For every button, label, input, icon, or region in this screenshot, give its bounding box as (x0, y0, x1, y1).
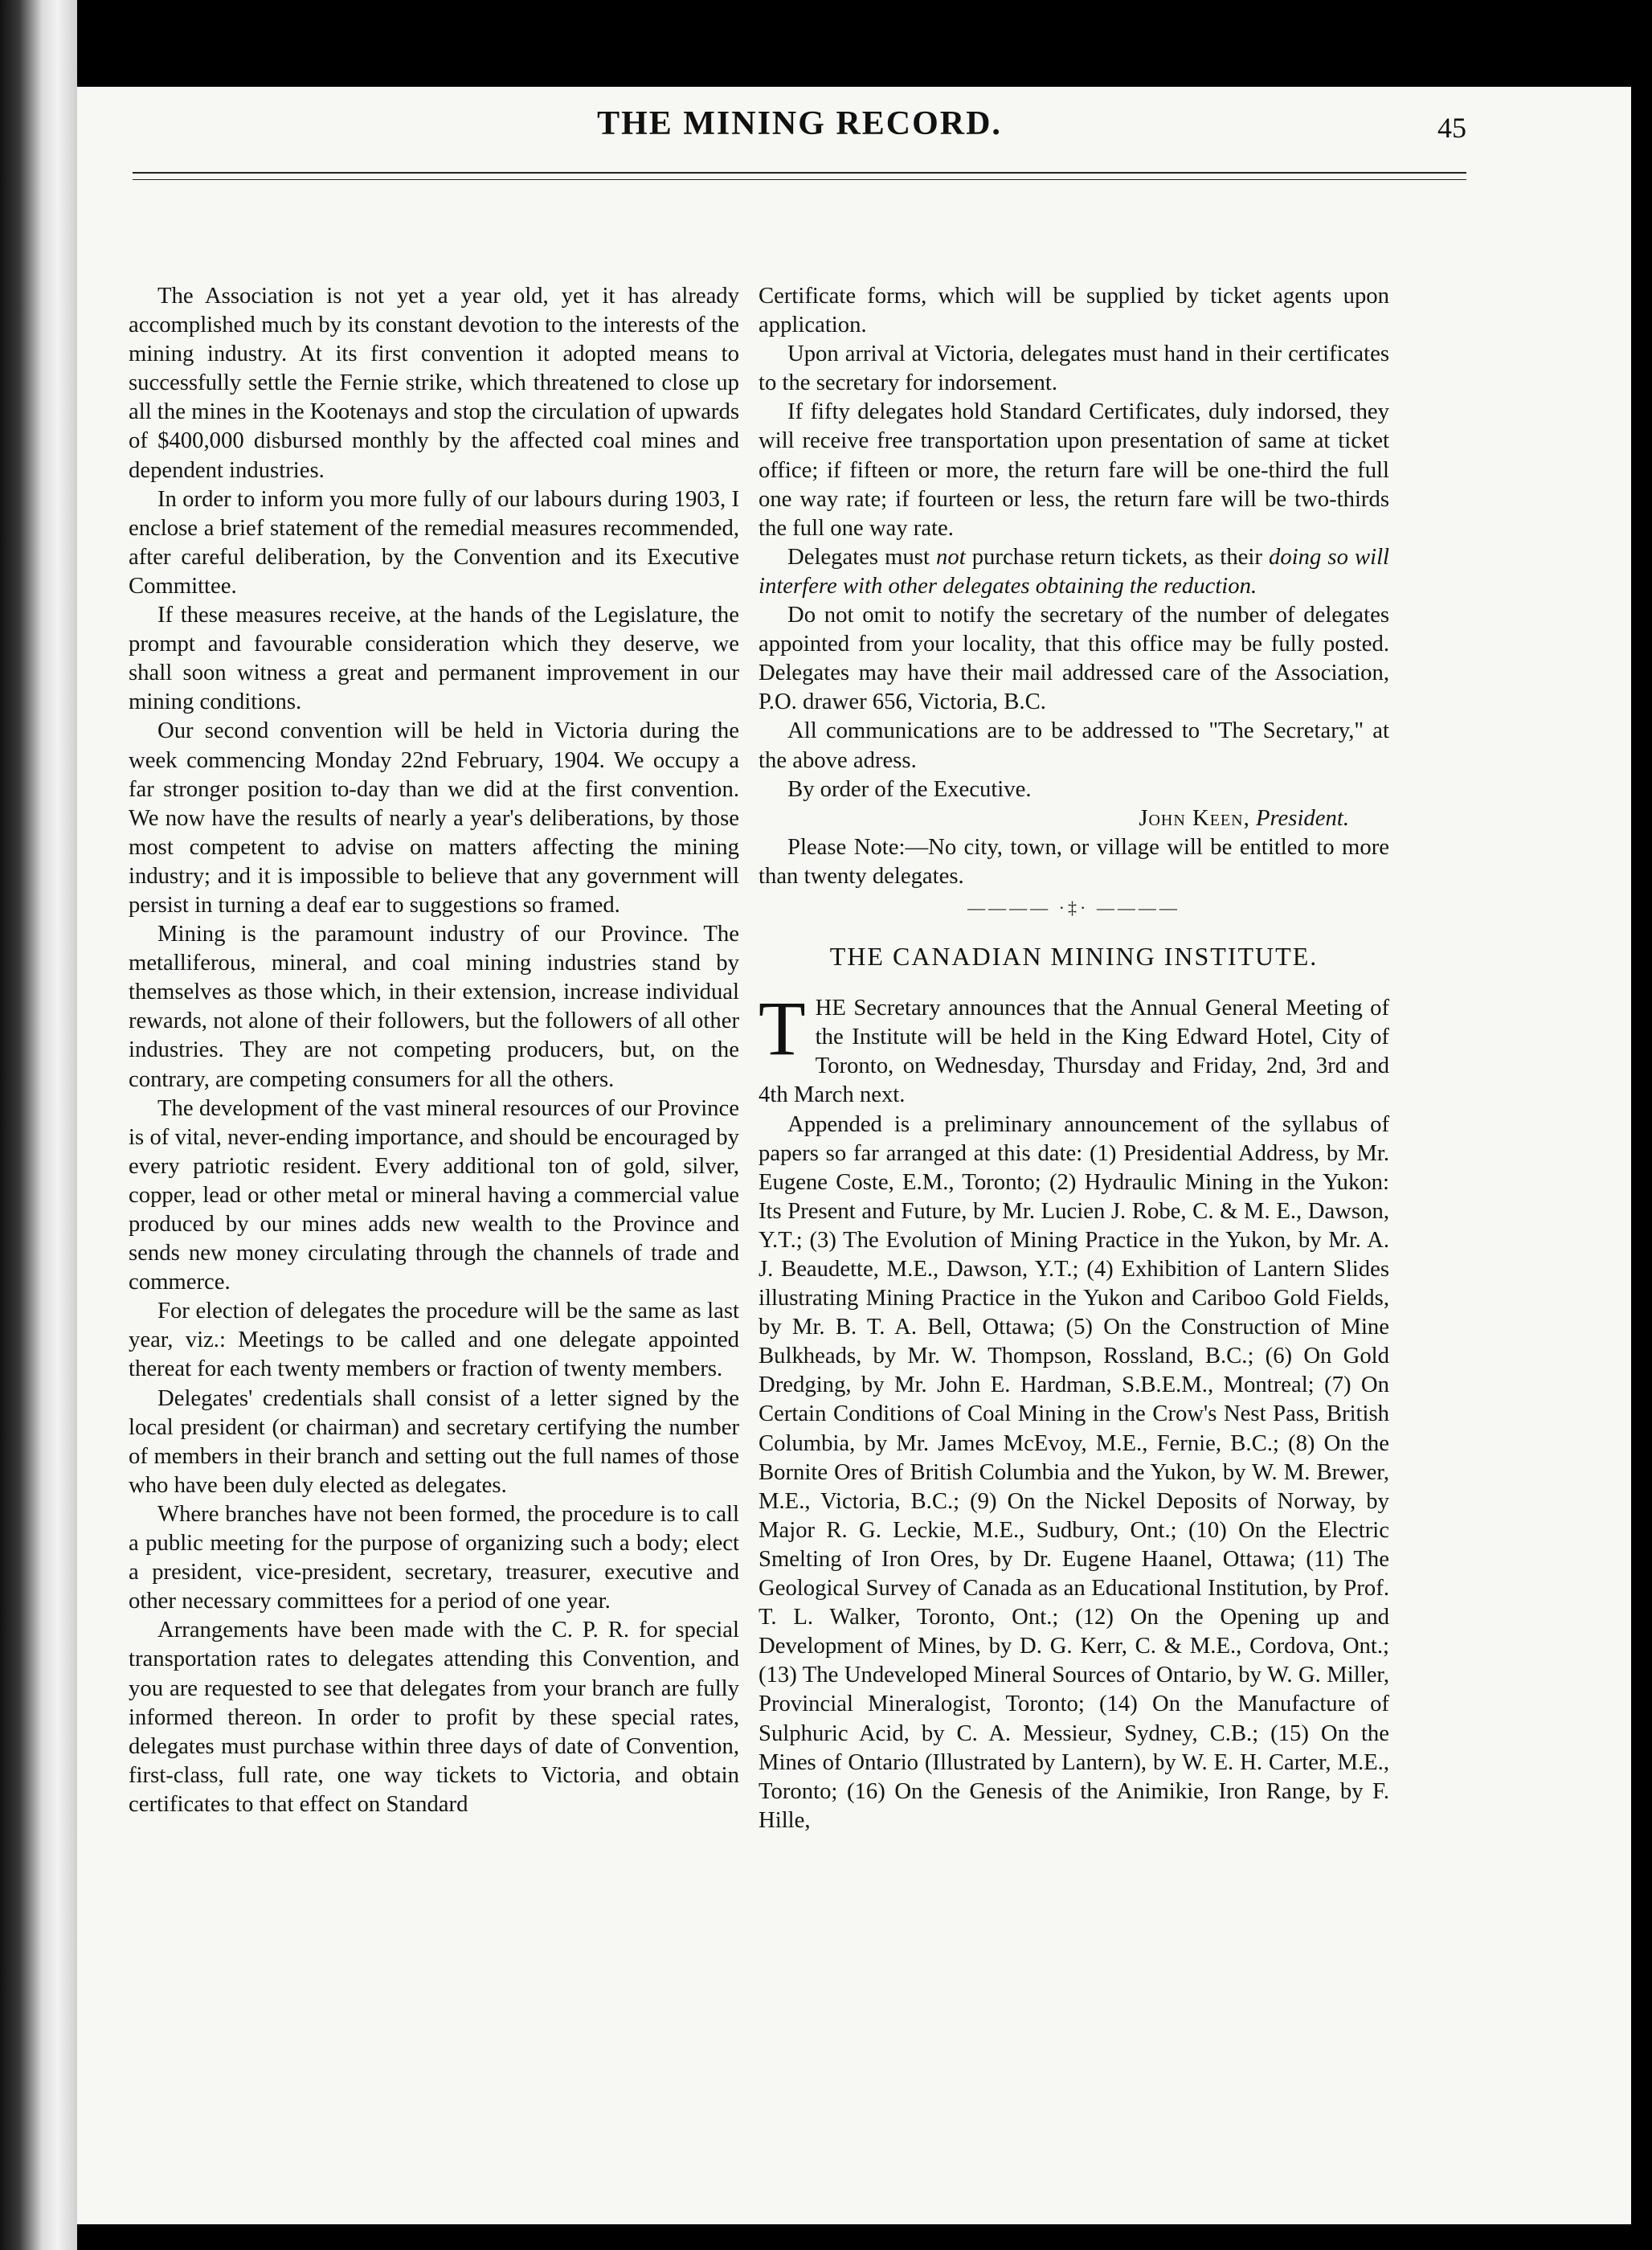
paragraph: The Association is not yet a year old, yet it has already accomplished much by its constant devotion to the interests of the mining industry. At its first convention it adopted means to successfully settle the Fernie strike, which threatened to close up all the mines in the Kootenays and stop the circulation of upwards of $400,000 disbursed monthly by the affected coal mines and dependent industries. (129, 283, 739, 483)
syllabus-paragraph: Appended is a preliminary announcement of the syllabus of papers so far arranged at this date: (1) Presidential Address, by Mr. Eugene Coste, E.M., Toronto; (2) Hydraulic Mining in the Yukon: Its Present and Future, by Mr. Lucien J. Robe, C. & M. E., Dawson, Y.T.; (3) The Evolution of Mining Practice in the Yukon, by Mr. A. J. Beaudette, M.E., Dawson, Y.T.; (4) Exhibition of Lantern Slides illustrating Mining Practice in the Yukon and Cariboo Gold Fields, by Mr. B. T. A. Bell, Ottawa; (5) On the Construction of Mine Bulkheads, by Mr. W. Thompson, Rossland, B.C.; (6) On Gold Dredging, by Mr. John E. Hardman, S.B.E.M., Montreal; (7) On Certain Conditions of Coal Mining in the Crow's Nest Pass, British Columbia, by Mr. James McEvoy, M.E., Fernie, B.C.; (8) On the Bornite Ores of British Columbia and the Yukon, by W. M. Brewer, M.E., Victoria, B.C.; (9) On the Nickel Deposits of Norway, by Major R. G. Leckie, M.E., Sudbury, Ont.; (10) On the Electric Smelting of Iron Ores, by Dr. Eugene Haanel, Ottawa; (11) The Geological Survey of Canada as an Educational Institution, by Prof. T. L. Walker, Toronto, Ont.; (12) On the Opening up and Development of Mines, by D. G. Kerr, C. & M.E., Cordova, Ont.; (13) The Undeveloped Mineral Sources of Ontario, by W. G. Miller, Provincial Mineralogist, Toronto; (14) On the Manufacture of Sulphuric Acid, by C. A. Messieur, Sydney, C.B.; (15) On the Mines of Ontario (Illustrated by Lantern), by W. E. H. Carter, M.E., Toronto; (16) On the Genesis of the Animikie, Iron Range, by F. Hille, (759, 1111, 1389, 1833)
paragraph: In order to inform you more fully of our labours during 1903, I enclose a brief statement of the remedial measures recommended, after careful deliberation, by the Convention and its Executive Committee. (129, 485, 739, 599)
signature (759, 804, 1389, 832)
paragraph: Arrangements have been made with the C. P. R. for special transportation rates to delegates attending this Convention, and you are requested to see that delegates from your branch are fully informed thereon. In order to profit by these special rates, delegates must purchase within three days of date of Convention, first-class, full rate, one way tickets to Victoria, and obtain certificates to that effect on Standard (129, 1617, 739, 1817)
drop-cap: T (759, 985, 806, 1072)
paragraph: If fifty delegates hold Standard Certificates, duly indorsed, they will receive free transportation upon presentation of same at ticket office; if fifteen or more, the return fare will be one-third the full one way rate; if fourteen or less, the return fare will be two-thirds the full one way rate. (759, 399, 1389, 541)
paragraph: Upon arrival at Victoria, delegates must hand in their certificates to the secretary for indorsement. (759, 341, 1389, 396)
note-paragraph: Please Note:—No city, town, or village will be entitled to more than twenty delegates. (759, 833, 1389, 889)
signature-name: John Keen, (1139, 804, 1250, 831)
page-number: 45 (1437, 112, 1466, 144)
section-ornament: ———— ·‡· ———— (967, 897, 1180, 918)
paragraph: Our second convention will be held in Victoria during the week commencing Monday 22nd February, 1904. We occupy a far stronger position to-day than we did at the first convention. We now have the results of nearly a year's deliberations, by those most competent to advise on matters affecting the mining industry; and it is impossible to believe that any government will persist in turning a deaf ear to suggestions so framed. (129, 718, 739, 918)
running-title: THE MINING RECORD. (597, 105, 1002, 142)
continuation-paragraph: Certificate forms, which will be supplied by ticket agents upon application. (759, 283, 1389, 338)
intro-paragraph (759, 985, 1389, 1109)
warning-italic: doing so will interfere with other delegates obtaining the reduction. (759, 543, 1390, 599)
section-title: THE CANADIAN MINING INSTITUTE. (829, 942, 1319, 972)
right-column (759, 281, 1389, 1835)
paragraph: Where branches have not been formed, the procedure is to call a public meeting for the purpose of organizing such a body; elect a president, vice-president, secretary, treasurer, executive and other necessary committees for a period of one year. (129, 1500, 739, 1614)
paragraph: The development of the vast mineral resources of our Province is of vital, never-ending importance, and should be encouraged by every patriotic resident. Every additional ton of gold, silver, copper, lead or other metal or mineral having a commercial value produced by our mines adds new wealth to the Province and sends new money circulating through the channels of trade and commerce. (129, 1094, 739, 1295)
book-spine (0, 0, 77, 2250)
paragraph: Mining is the paramount industry of our Province. The metalliferous, mineral, and coal mining industries stand by themselves as those which, in their extension, increase individual rewards, not alone of their followers, but the followers of all other industries. They are not competing producers, but, on the contrary, are competing consumers for all the others. (129, 921, 739, 1092)
left-column (129, 281, 739, 1818)
paragraph: Do not omit to notify the secretary of the number of delegates appointed from your locality, that this office may be fully posted. Delegates may have their mail addressed care of the Association, P.O. drawer 656, Victoria, B.C. (759, 602, 1389, 715)
warning-lead: Delegates must (787, 543, 937, 570)
paragraph: Delegates' credentials shall consist of a letter signed by the local president (or chairman) and secretary certifying the number of members in their branch and setting out the full names of those who have been duly elected as delegates. (129, 1385, 739, 1498)
header-rule-top (133, 172, 1466, 174)
intro-text: HE Secretary announces that the Annual General Meeting of the Institute will be held in the King Edward Hotel, City of Toronto, on Wednesday, Thursday and Friday, 2nd, 3rd and 4th March next. (759, 995, 1389, 1108)
paragraph: If these measures receive, at the hands of the Legislature, the prompt and favourable consideration which they deserve, we shall soon witness a great and permanent improvement in our mining conditions. (129, 602, 739, 715)
warning-paragraph (759, 542, 1389, 600)
paragraph: For election of delegates the procedure will be the same as last year, viz.: Meetings to be called and one delegate appointed thereat for each twenty members or fraction of twenty members. (129, 1298, 739, 1382)
warning-not: not (936, 543, 966, 570)
signature-title: President. (1255, 804, 1349, 831)
header-rule-bottom (133, 179, 1466, 180)
page-header (133, 104, 1466, 169)
paragraph: By order of the Executive. (787, 775, 1032, 802)
warning-mid: purchase return tickets, as their (965, 543, 1269, 570)
paragraph: All communications are to be addressed to "The Secretary," at the above adress. (759, 718, 1389, 773)
